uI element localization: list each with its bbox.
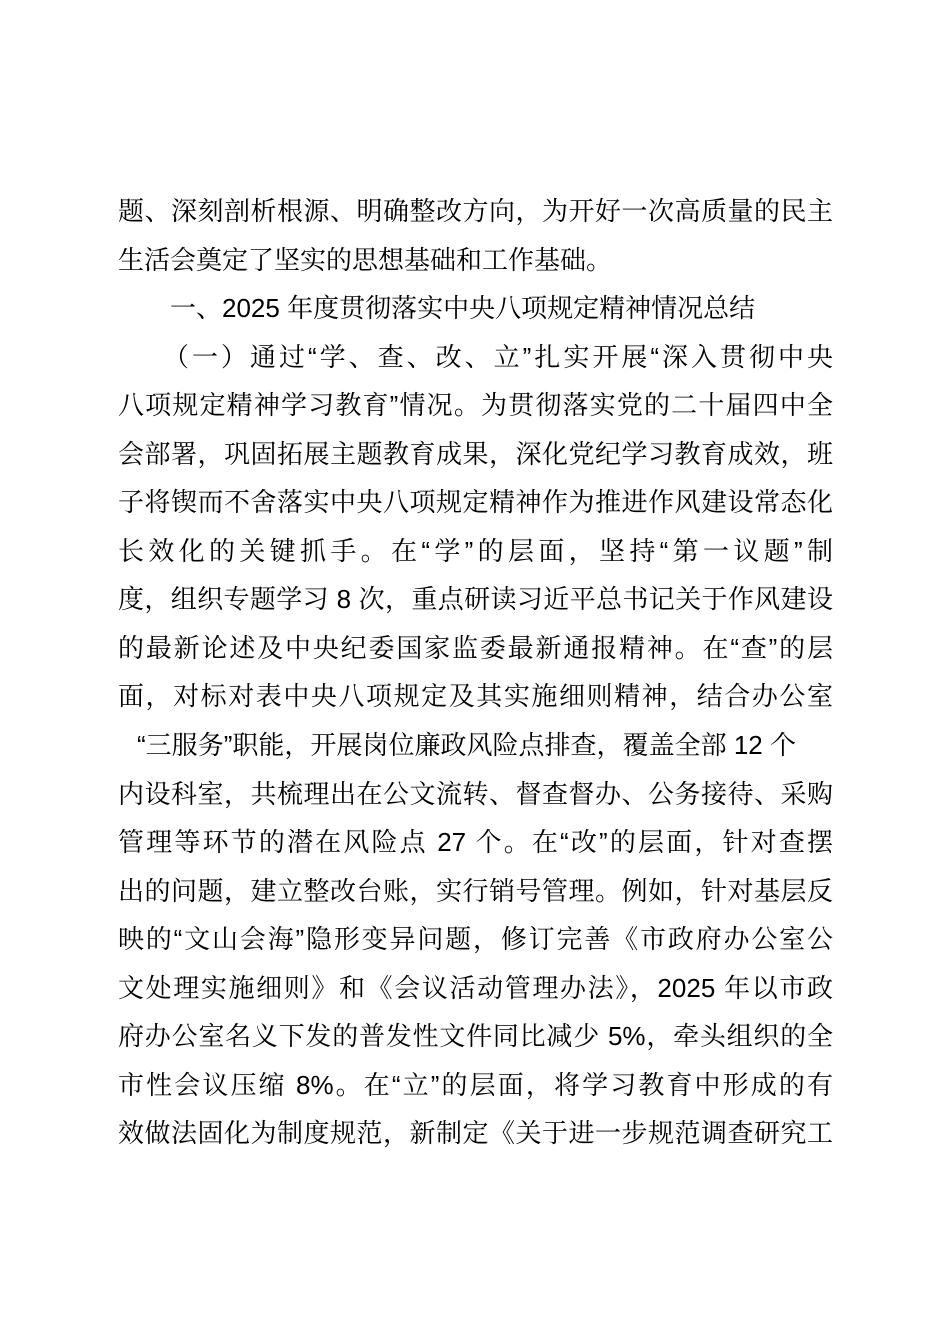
body-line: 度，组织专题学习 8 次，重点研读习近平总书记关于作风建设 xyxy=(118,584,833,615)
body-line: 内设科室，共梳理出在公文流转、督查督办、公务接待、采购 xyxy=(118,778,833,809)
body-line: 映的“文山会海”隐形变异问题，修订完善《市政府办公室公 xyxy=(118,924,833,955)
body-line-paragraph-end: 生活会奠定了坚实的思想基础和工作基础。 xyxy=(118,244,613,275)
body-line: “三服务”职能，开展岗位廉政风险点排查，覆盖全部 12 个 xyxy=(137,730,796,761)
body-line: 长效化的关键抓手。在“学”的层面，坚持“第一议题”制 xyxy=(118,535,833,566)
body-line: 市性会议压缩 8%。在“立”的层面，将学习教育中形成的有 xyxy=(118,1069,833,1100)
section-heading: 一、2025 年度贯彻落实中央八项规定精神情况总结 xyxy=(118,293,756,324)
body-line: 面，对标对表中央八项规定及其实施细则精神，结合办公室 xyxy=(118,681,833,712)
body-line: 效做法固化为制度规范，新制定《关于进一步规范调查研究工 xyxy=(118,1118,833,1149)
body-line: 题、深刻剖析根源、明确整改方向，为开好一次高质量的民主 xyxy=(118,196,833,226)
body-line: 八项规定精神学习教育”情况。为贯彻落实党的二十届四中全 xyxy=(118,390,833,421)
body-line: 出的问题，建立整改台账，实行销号管理。例如，针对基层反 xyxy=(118,875,833,906)
body-line: 会部署，巩固拓展主题教育成果，深化党纪学习教育成效，班 xyxy=(118,438,833,469)
body-line: 管理等环节的潜在风险点 27 个。在“改”的层面，针对查摆 xyxy=(118,827,833,858)
body-line: 子将锲而不舍落实中央八项规定精神作为推进作风建设常态化 xyxy=(118,487,833,518)
body-line: 的最新论述及中央纪委国家监委最新通报精神。在“查”的层 xyxy=(118,632,833,663)
document-text-block xyxy=(118,187,833,1158)
body-line: 文处理实施细则》和《会议活动管理办法》，2025 年以市政 xyxy=(118,972,833,1003)
body-line: 府办公室名义下发的普发性文件同比减少 5%，牵头组织的全 xyxy=(118,1021,833,1052)
subsection-lead-line: （一）通过“学、查、改、立”扎实开展“深入贯彻中央 xyxy=(118,341,833,372)
